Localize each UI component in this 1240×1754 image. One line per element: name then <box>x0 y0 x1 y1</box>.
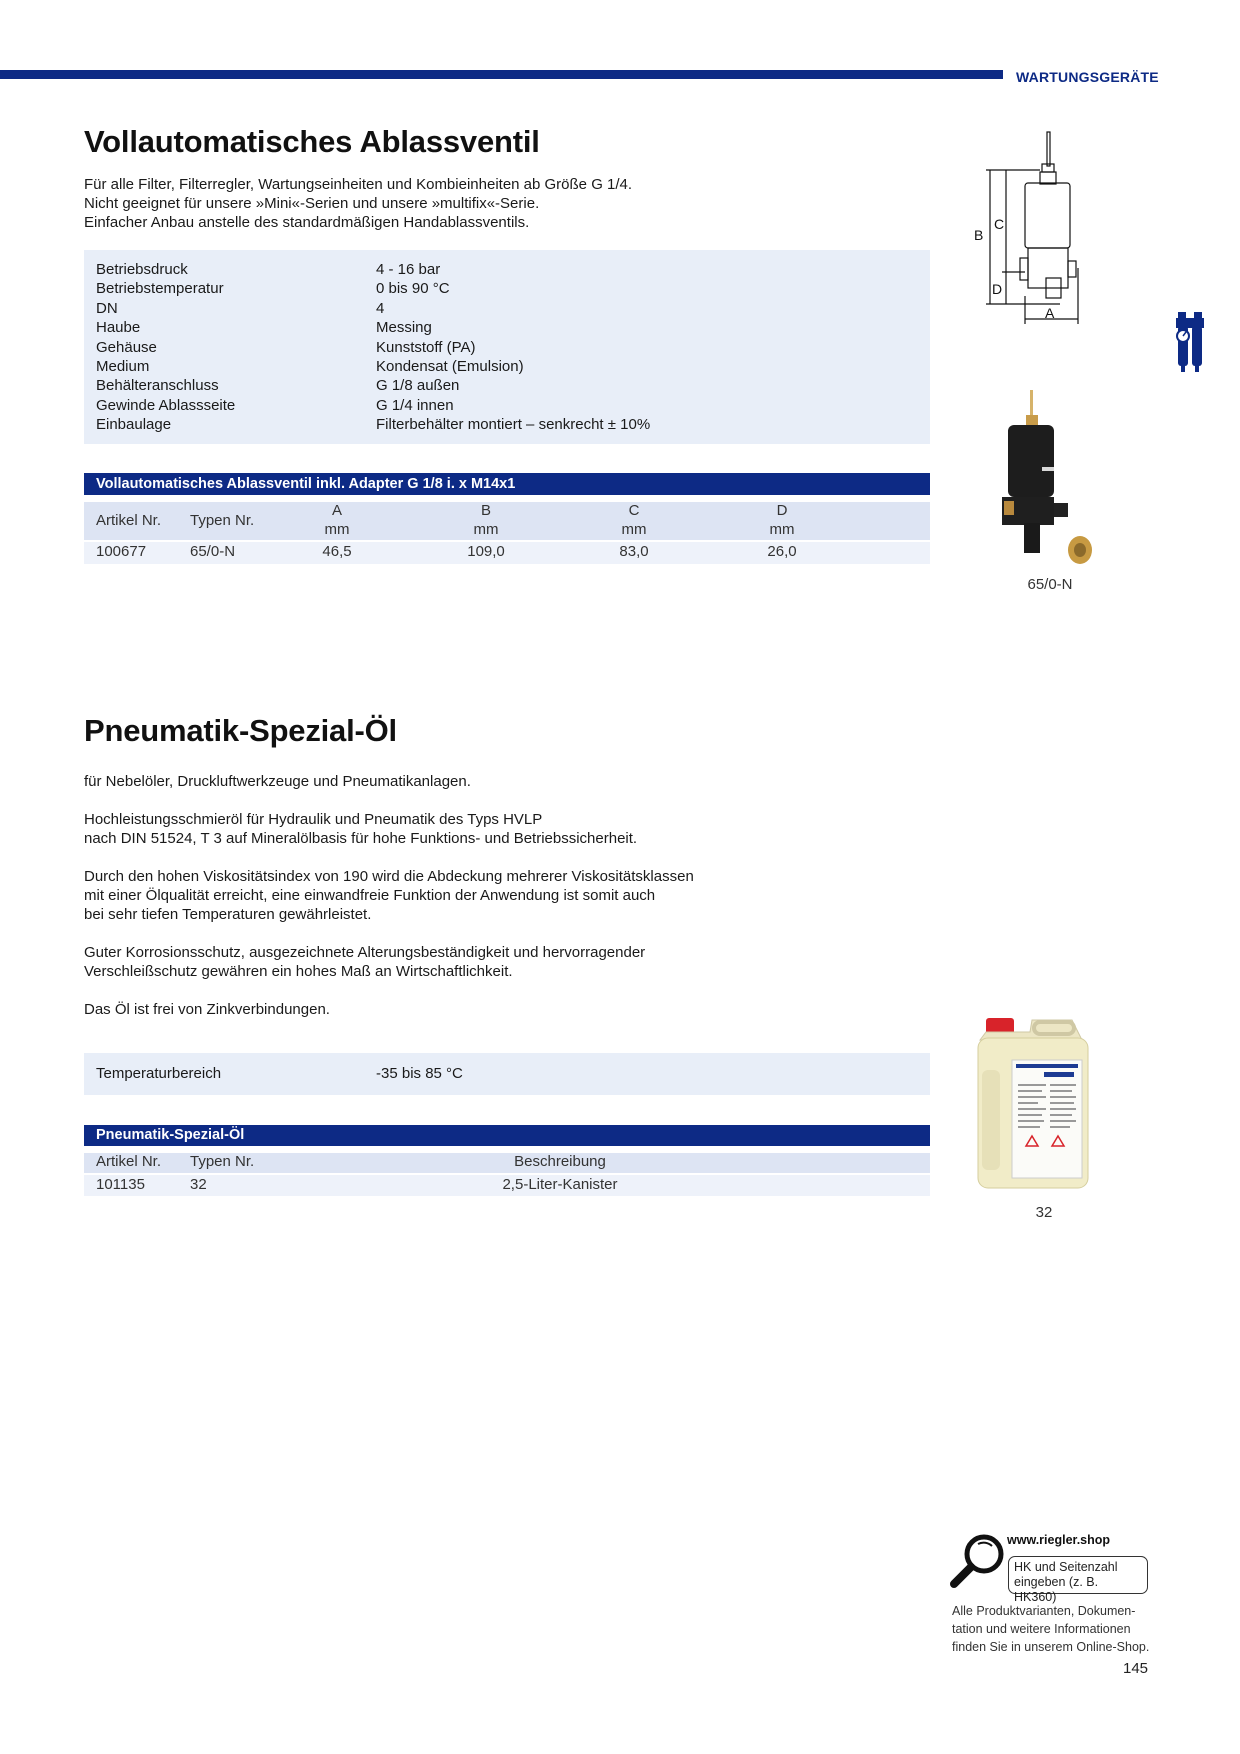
spec-label: Behälteranschluss <box>96 377 219 395</box>
search-hint-line: eingeben (z. B. HK360) <box>1014 1575 1099 1604</box>
spec-row <box>96 260 926 279</box>
spec-label: Gewinde Ablassseite <box>96 396 236 414</box>
spec-row <box>96 279 926 298</box>
spec-label: Einbaulage <box>96 416 172 434</box>
search-hint-box <box>1008 1556 1148 1604</box>
col-typen: Typen Nr. <box>190 1153 255 1170</box>
product2-title: Pneumatik-Spezial-Öl <box>84 713 397 748</box>
description-line: bei sehr tiefen Temperaturen gewährleistet. <box>84 906 372 923</box>
magnifier-icon <box>948 1532 1008 1590</box>
spec-label: Medium <box>96 357 150 375</box>
spec-value: 4 <box>376 299 385 317</box>
cell-typen: 65/0-N <box>190 543 236 560</box>
spec-value: Filterbehälter montiert – senkrecht ± 10% <box>376 416 651 434</box>
spec-label: Haube <box>96 319 141 337</box>
spec-value: Kondensat (Emulsion) <box>376 357 524 375</box>
description-line: Nicht geeignet für unsere »Mini«-Serien und unsere »multifix«-Serie. <box>84 195 540 212</box>
product1-description <box>84 175 632 232</box>
maintenance-unit-icon <box>1172 308 1208 378</box>
cell-dim-c: 83,0 <box>619 543 649 560</box>
spec-value: 0 bis 90 °C <box>376 280 450 298</box>
section-label: WARTUNGSGERÄTE <box>1016 69 1159 85</box>
description-line: Durch den hohen Viskositätsindex von 190 wird die Abdeckung mehrerer Viskositätsklassen <box>84 868 694 885</box>
product2-spec-box <box>84 1053 930 1095</box>
spec-row <box>96 299 926 318</box>
description-line: Guter Korrosionsschutz, ausgezeichnete Alterungsbeständigkeit und hervorragender <box>84 944 646 961</box>
description-line: mit einer Ölqualität erreicht, eine einwandfreie Funktion der Anwendung ist somit auch <box>84 887 656 904</box>
product1-table-title: Vollautomatisches Ablassventil inkl. Adapter G 1/8 i. x M14x1 <box>84 473 930 495</box>
cell-beschreibung: 2,5-Liter-Kanister <box>502 1176 618 1193</box>
col-dim-c-unit: mm <box>621 521 647 538</box>
cell-artikel: 100677 <box>96 543 147 560</box>
col-dim-c: C <box>628 502 640 519</box>
col-dim-a-unit: mm <box>324 521 350 538</box>
col-beschreibung: Beschreibung <box>514 1153 606 1170</box>
search-hint-line: HK und Seitenzahl <box>1014 1560 1118 1574</box>
col-artikel: Artikel Nr. <box>96 1153 162 1170</box>
product1-table-header <box>84 502 930 540</box>
description-line: Für alle Filter, Filterregler, Wartungseinheiten und Kombieinheiten ab Größe G 1/4. <box>84 176 633 193</box>
spec-row <box>96 396 926 415</box>
drawing-label-a: A <box>1045 305 1055 321</box>
drawing-label-c: C <box>994 216 1005 232</box>
col-dim-b-unit: mm <box>473 521 499 538</box>
spec-value: -35 bis 85 °C <box>376 1065 463 1082</box>
spec-row <box>96 357 926 376</box>
spec-row <box>96 415 926 434</box>
spec-label: Betriebstemperatur <box>96 280 224 298</box>
cell-dim-d: 26,0 <box>767 543 797 560</box>
cell-dim-b: 109,0 <box>467 543 505 560</box>
col-dim-b: B <box>480 502 492 519</box>
col-dim-a: A <box>331 502 343 519</box>
dimension-drawing <box>970 128 1090 328</box>
product2-table-header <box>84 1153 930 1173</box>
spec-label: Gehäuse <box>96 338 157 356</box>
description-line: Verschleißschutz gewähren ein hohes Maß an Wirtschaftlichkeit. <box>84 963 513 980</box>
spec-row <box>96 1064 926 1083</box>
cell-artikel: 101135 <box>96 1176 145 1193</box>
drawing-label-b: B <box>974 227 984 243</box>
oil-canister-photo <box>972 1010 1122 1200</box>
description-line: für Nebelöler, Druckluftwerkzeuge und Pneumatikanlagen. <box>84 773 471 790</box>
spec-label: Temperaturbereich <box>96 1065 222 1082</box>
spec-row <box>96 318 926 337</box>
page-number: 145 <box>1123 1660 1149 1677</box>
spec-value: Kunststoff (PA) <box>376 338 476 356</box>
drain-valve-photo <box>990 385 1110 570</box>
product1-title: Vollautomatisches Ablassventil <box>84 124 540 159</box>
col-dim-d-unit: mm <box>769 521 795 538</box>
shop-info-line: tation und weitere Informationen <box>952 1622 1131 1636</box>
spec-row <box>96 376 926 395</box>
drawing-label-d: D <box>992 281 1003 297</box>
col-typen: Typen Nr. <box>190 512 255 529</box>
spec-value: 4 - 16 bar <box>376 261 441 278</box>
shop-info <box>952 1602 1149 1656</box>
cell-typen: 32 <box>190 1176 207 1193</box>
shop-info-line: Alle Produktvarianten, Dokumen- <box>952 1604 1136 1618</box>
cell-dim-a: 46,5 <box>322 543 352 560</box>
spec-row <box>96 338 926 357</box>
product2-table-title: Pneumatik-Spezial-Öl <box>84 1125 930 1146</box>
table-row <box>84 542 930 564</box>
shop-info-line: finden Sie in unserem Online-Shop. <box>952 1640 1150 1654</box>
col-dim-d: D <box>776 502 788 519</box>
description-line: Hochleistungsschmieröl für Hydraulik und Pneumatik des Typs HVLP <box>84 811 543 828</box>
description-line: nach DIN 51524, T 3 auf Mineralölbasis für hohe Funktions- und Betriebssicherheit. <box>84 830 638 847</box>
product2-image-caption: 32 <box>1035 1204 1053 1221</box>
spec-label: Betriebsdruck <box>96 261 188 278</box>
product1-image-caption: 65/0-N <box>1027 576 1073 593</box>
spec-value: G 1/4 innen <box>376 396 454 414</box>
description-line: Einfacher Anbau anstelle des standardmäßigen Handablassventils. <box>84 214 530 231</box>
spec-label: DN <box>96 299 118 317</box>
spec-value: Messing <box>376 319 432 337</box>
product2-description <box>84 772 694 1019</box>
description-line: Das Öl ist frei von Zinkverbindungen. <box>84 1001 330 1018</box>
shop-url[interactable]: www.riegler.shop <box>1007 1533 1111 1547</box>
table-row <box>84 1175 930 1196</box>
header-bar <box>0 70 1003 79</box>
spec-value: G 1/8 außen <box>376 377 460 395</box>
col-artikel: Artikel Nr. <box>96 512 162 529</box>
product1-spec-box <box>84 250 930 444</box>
